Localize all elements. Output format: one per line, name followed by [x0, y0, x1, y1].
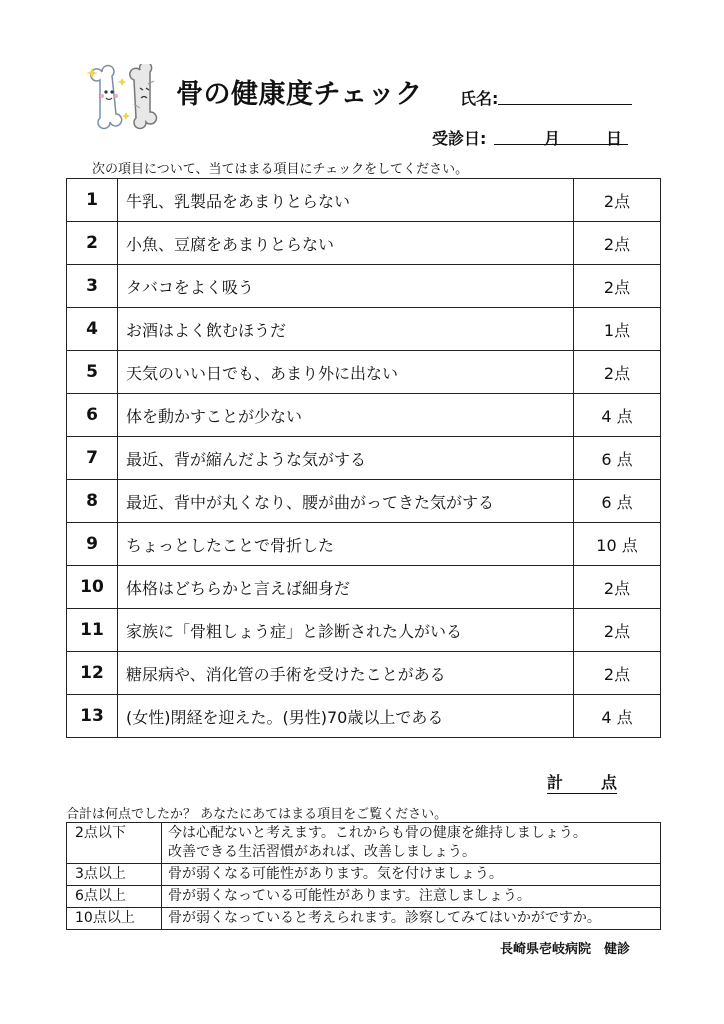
results-table: [66, 822, 661, 930]
item-text: 家族に「骨粗しょう症」と診断された人がいる: [118, 609, 574, 652]
item-points: 2点: [574, 222, 661, 265]
item-points: 4 点: [574, 394, 661, 437]
item-number: 5: [67, 351, 118, 394]
item-number: 6: [67, 394, 118, 437]
total-score: [547, 770, 617, 794]
item-text: (女性)閉経を迎えた。(男性)70歳以上である: [118, 695, 574, 738]
item-points: 2点: [574, 179, 661, 222]
item-number: 2: [67, 222, 118, 265]
result-row: [67, 864, 661, 886]
result-row: [67, 823, 661, 864]
result-row: [67, 886, 661, 908]
day-label: 日: [606, 129, 623, 148]
item-number: 8: [67, 480, 118, 523]
bone-mascot-icon: [86, 64, 170, 136]
result-row: [67, 908, 661, 930]
item-points: 2点: [574, 351, 661, 394]
checklist-row[interactable]: [67, 437, 661, 480]
checklist-table: [66, 178, 661, 738]
item-points: 2点: [574, 609, 661, 652]
item-text: お酒はよく飲むほうだ: [118, 308, 574, 351]
item-text: 最近、背が縮んだような気がする: [118, 437, 574, 480]
page-title: 骨の健康度チェック: [176, 79, 423, 110]
checklist-row[interactable]: [67, 222, 661, 265]
item-points: 6 点: [574, 480, 661, 523]
item-text: 小魚、豆腐をあまりとらない: [118, 222, 574, 265]
checklist-row[interactable]: [67, 394, 661, 437]
name-field[interactable]: [498, 104, 632, 105]
result-line: 今は心配ないと考えます。これからも骨の健康を維持しましょう。: [168, 825, 587, 841]
result-level: 2点以下: [67, 823, 162, 864]
instruction-text: 次の項目について、当てはまる項目にチェックをしてください。: [92, 162, 469, 177]
item-number: 9: [67, 523, 118, 566]
results-question: 合計は何点でしたか？ あなたにあてはまる項目をご覧ください。: [66, 807, 448, 822]
item-text: ちょっとしたことで骨折した: [118, 523, 574, 566]
item-number: 7: [67, 437, 118, 480]
result-message: [162, 886, 661, 908]
checklist-row[interactable]: [67, 695, 661, 738]
result-level: 6点以上: [67, 886, 162, 908]
item-number: 13: [67, 695, 118, 738]
item-text: 天気のいい日でも、あまり外に出ない: [118, 351, 574, 394]
item-points: 4 点: [574, 695, 661, 738]
result-line: 骨が弱くなっている可能性があります。注意しましょう。: [168, 888, 531, 904]
item-points: 2点: [574, 265, 661, 308]
visit-date-label: 受診日:: [432, 129, 487, 148]
checklist-row[interactable]: [67, 480, 661, 523]
item-points: 1点: [574, 308, 661, 351]
result-level: 10点以上: [67, 908, 162, 930]
result-line: 骨が弱くなっていると考えられます。診察してみてはいかがですか。: [168, 910, 601, 926]
item-points: 2点: [574, 652, 661, 695]
item-points: 2点: [574, 566, 661, 609]
result-line: 改善できる生活習慣があれば、改善しましょう。: [168, 844, 476, 860]
item-number: 1: [67, 179, 118, 222]
checklist-row[interactable]: [67, 609, 661, 652]
checklist-row[interactable]: [67, 351, 661, 394]
checklist-row[interactable]: [67, 265, 661, 308]
item-text: 糖尿病や、消化管の手術を受けたことがある: [118, 652, 574, 695]
footer-hospital: 長崎県壱岐病院 健診: [500, 942, 631, 957]
checklist-row[interactable]: [67, 652, 661, 695]
item-text: 体を動かすことが少ない: [118, 394, 574, 437]
item-number: 12: [67, 652, 118, 695]
total-label: 計: [547, 770, 601, 794]
checklist-row[interactable]: [67, 308, 661, 351]
checklist-row[interactable]: [67, 179, 661, 222]
item-points: 10 点: [574, 523, 661, 566]
month-label: 月: [544, 129, 561, 148]
item-text: 最近、背中が丸くなり、腰が曲がってきた気がする: [118, 480, 574, 523]
name-label: 氏名:: [460, 89, 499, 108]
result-message: [162, 823, 661, 864]
result-message: [162, 908, 661, 930]
result-line: 骨が弱くなる可能性があります。気を付けましょう。: [168, 866, 503, 882]
item-points: 6 点: [574, 437, 661, 480]
item-number: 4: [67, 308, 118, 351]
checklist-row[interactable]: [67, 566, 661, 609]
result-message: [162, 864, 661, 886]
item-text: タバコをよく吸う: [118, 265, 574, 308]
item-text: 体格はどちらかと言えば細身だ: [118, 566, 574, 609]
result-level: 3点以上: [67, 864, 162, 886]
total-unit: 点: [601, 770, 617, 794]
item-number: 11: [67, 609, 118, 652]
checklist-row[interactable]: [67, 523, 661, 566]
item-number: 3: [67, 265, 118, 308]
item-text: 牛乳、乳製品をあまりとらない: [118, 179, 574, 222]
item-number: 10: [67, 566, 118, 609]
